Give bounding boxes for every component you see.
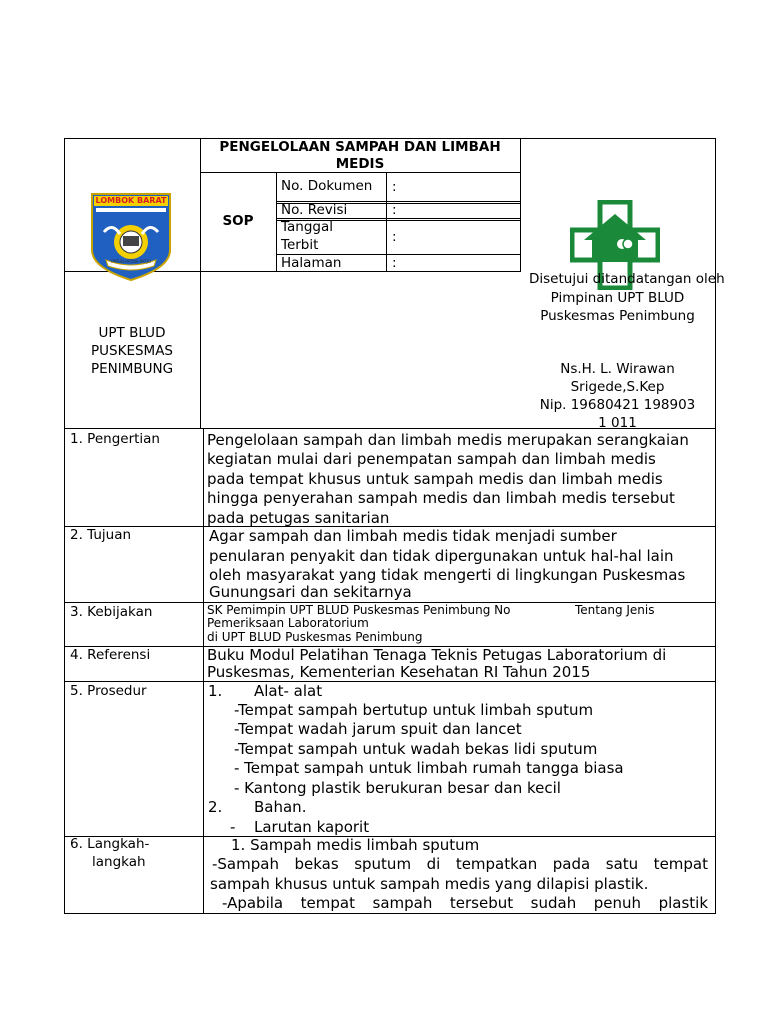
approval-line-3: Puskesmas Penimbung [540,308,695,324]
lombok-barat-logo [90,192,172,282]
langkah-line-3: -Apabila tempat sampah tersebut sudah penuh plastik [222,894,708,912]
signer-name: Ns.H. L. Wirawan [560,361,675,377]
field-value-tanggal-terbit: : [392,229,397,245]
signer-title: Srigede,S.Kep [570,379,665,395]
prosedur-alat-2: -Tempat wadah jarum spuit dan lancet [234,720,522,738]
section-label-langkah-1: 6. Langkah- [70,836,150,852]
field-value-no-dokumen: : [392,179,397,195]
langkah-line-2: sampah khusus untuk sampah medis yang dilapisi plastik. [210,875,649,893]
tujuan-line-4: Gunungsari dan sekitarnya [209,583,412,601]
prosedur-bahan-bullet: - [230,818,236,836]
prosedur-item2-title: Bahan. [254,798,307,816]
document-title-line1: PENGELOLAAN SAMPAH DAN LIMBAH [219,139,501,155]
prosedur-alat-1: -Tempat sampah bertutup untuk limbah sputum [234,701,594,719]
field-label-no-dokumen: No. Dokumen [281,178,373,194]
tujuan-line-3: oleh masyarakat yang tidak mengerti di lingkungan Puskesmas [209,566,686,584]
org-line-1: UPT BLUD [98,325,166,341]
pengertian-line-5: pada petugas sanitarian [207,509,390,527]
section-label-referensi: 4. Referensi [70,647,151,663]
langkah-item-1: 1. Sampah medis limbah sputum [231,836,480,854]
approval-line-1: Disetujui ditandatangan oleh [529,271,725,287]
prosedur-item1-title: Alat- alat [254,682,323,700]
section-label-kebijakan: 3. Kebijakan [70,604,153,620]
tujuan-line-2: penularan penyakit dan tidak dipergunakan untuk hal-hal lain [209,547,674,565]
kebijakan-line-1a: SK Pemimpin UPT BLUD Puskesmas Penimbung No [207,603,511,617]
org-line-3: PENIMBUNG [90,361,174,377]
signer-nip-cont: 1 011 [598,415,637,431]
referensi-line-1: Buku Modul Pelatihan Tenaga Teknis Petugas Laboratorium di [207,646,667,664]
field-label-halaman: Halaman [281,255,342,271]
section-label-tujuan: 2. Tujuan [70,527,132,543]
prosedur-item2-number: 2. [208,798,223,816]
kebijakan-line-3: di UPT BLUD Puskesmas Penimbung [207,630,423,644]
logo-banner-text: LOMBOK BARAT [95,196,167,205]
pengertian-line-1: Pengelolaan sampah dan limbah medis merupakan serangkaian [207,431,689,449]
field-label-terbit: Terbit [281,237,319,253]
prosedur-alat-5: - Kantong plastik berukuran besar dan kecil [234,779,561,797]
kebijakan-line-2: Pemeriksaan Laboratorium [207,616,369,630]
prosedur-alat-4: - Tempat sampah untuk limbah rumah tangga biasa [234,759,624,777]
sop-label: SOP [222,213,254,229]
pengertian-line-4: hingga penyerahan sampah medis dan limbah medis tersebut [207,489,675,507]
logo-motto-text: PATUH PATUH PATJU [111,259,151,264]
referensi-line-2: Puskesmas, Kementerian Kesehatan RI Tahun 2015 [207,663,591,681]
kebijakan-line-1b: Tentang Jenis [575,603,655,617]
pengertian-line-2: kegiatan mulai dari penempatan sampah dan limbah medis [207,450,656,468]
field-value-no-revisi: : [392,202,397,218]
signer-nip: Nip. 19680421 198903 [539,397,696,413]
document-title-line2: MEDIS [335,156,385,172]
tujuan-line-1: Agar sampah dan limbah medis tidak menjadi sumber [209,527,617,545]
field-value-halaman: : [392,255,397,271]
section-label-langkah-2: langkah [92,854,146,870]
section-label-prosedur: 5. Prosedur [70,683,147,699]
field-label-no-revisi: No. Revisi [281,202,348,218]
prosedur-bahan-1: Larutan kaporit [254,818,370,836]
prosedur-alat-3: -Tempat sampah untuk wadah bekas lidi sputum [234,740,598,758]
org-line-2: PUSKESMAS [91,343,173,359]
field-label-tanggal: Tanggal [281,219,334,235]
section-label-pengertian: 1. Pengertian [70,431,160,447]
prosedur-item1-number: 1. [208,682,223,700]
langkah-line-1: -Sampah bekas sputum di tempatkan pada satu tempat [212,855,708,873]
approval-line-2: Pimpinan UPT BLUD [550,290,685,306]
pengertian-line-3: pada tempat khusus untuk sampah medis dan limbah medis [207,470,663,488]
